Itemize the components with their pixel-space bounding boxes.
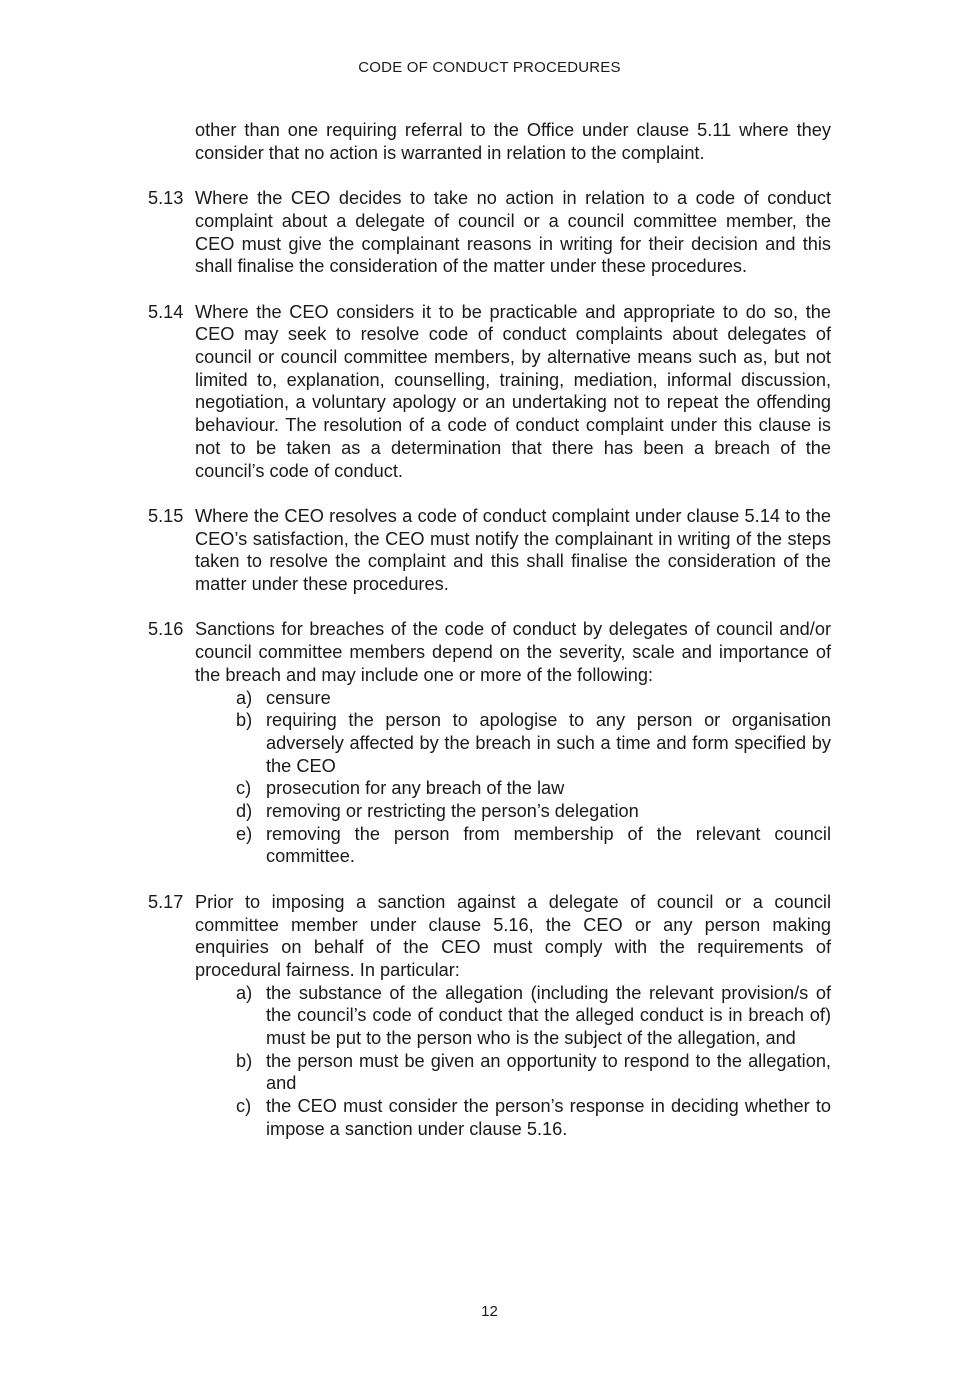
list-item-text: removing or restricting the person’s delegation xyxy=(266,801,639,822)
procedural-fairness-list xyxy=(195,982,831,1141)
list-item xyxy=(195,800,831,823)
list-item-label: c) xyxy=(236,778,252,799)
list-item-label: b) xyxy=(236,1050,253,1071)
list-item-text: the substance of the allegation (including the relevant provision/s of the council’s code of conduct that the alleged conduct is in breach of) must be put to the person who is the subject of the allegation, and xyxy=(266,982,831,1049)
list-item-text: prosecution for any breach of the law xyxy=(266,778,565,799)
clause-text: Sanctions for breaches of the code of conduct by delegates of council and/or council committee members depend on the severity, scale and importance of the breach and may include one or more of the following: xyxy=(195,619,831,685)
running-header: CODE OF CONDUCT PROCEDURES xyxy=(358,59,621,76)
list-item xyxy=(195,823,831,868)
clause-5-17 xyxy=(148,891,831,1141)
page-number: 12 xyxy=(481,1303,498,1320)
continued-paragraph: other than one requiring referral to the Office under clause 5.11 where they consider that no action is warranted in relation to the complaint. xyxy=(195,120,831,163)
clause-body xyxy=(195,891,831,1141)
clause-body xyxy=(195,618,831,868)
page-body xyxy=(148,119,831,1163)
clause-text: Where the CEO decides to take no action in relation to a code of conduct complaint about a delegate of council or a council committee member, the CEO must give the complainant reasons in writing for their decision and this shall finalise the consideration of the matter under these procedures. xyxy=(195,188,831,277)
clause-number: 5.13 xyxy=(148,188,184,209)
list-item-text: the person must be given an opportunity to respond to the allegation, and xyxy=(266,1050,831,1094)
clause-text: Where the CEO resolves a code of conduct complaint under clause 5.14 to the CEO’s satisfaction, the CEO must notify the complainant in writing of the steps taken to resolve the complaint and this shall finalise the consideration of the matter under these procedures. xyxy=(195,505,831,595)
list-item xyxy=(195,982,831,1050)
list-item xyxy=(195,709,831,777)
list-item xyxy=(195,687,831,710)
list-item-label: a) xyxy=(236,982,253,1003)
list-item-label: a) xyxy=(236,687,253,708)
list-item-text: censure xyxy=(266,687,331,708)
list-item-text: the CEO must consider the person’s response in deciding whether to impose a sanction under clause 5.16. xyxy=(266,1096,831,1139)
clause-5-14 xyxy=(148,301,831,483)
list-item-label: c) xyxy=(236,1096,252,1117)
list-item-label: b) xyxy=(236,710,253,731)
list-item xyxy=(195,1095,831,1140)
list-item xyxy=(195,1050,831,1095)
clause-5-15 xyxy=(148,505,831,596)
clause-number: 5.14 xyxy=(148,301,184,322)
sanctions-list xyxy=(195,687,831,869)
clause-number: 5.16 xyxy=(148,619,184,640)
list-item-label: e) xyxy=(236,823,253,844)
clause-text: Prior to imposing a sanction against a delegate of council or a council committee member under clause 5.16, the CEO or any person making enquiries on behalf of the CEO must comply with the requirements of procedural fairness. In particular: xyxy=(195,891,831,980)
clause-5-16 xyxy=(148,618,831,868)
list-item-text: removing the person from membership of the relevant council committee. xyxy=(266,823,831,867)
clause-number: 5.17 xyxy=(148,891,184,912)
list-item-text: requiring the person to apologise to any person or organisation adversely affected by the breach in such a time and form specified by the CEO xyxy=(266,710,831,776)
list-item xyxy=(195,777,831,800)
clause-text: Where the CEO considers it to be practicable and appropriate to do so, the CEO may seek to resolve code of conduct complaints about delegates of council or council committee members, by alternative means such as, but not limited to, explanation, counselling, training, mediation, informal discussion, negotiation, a voluntary apology or an undertaking not to repeat the offending behaviour. The resolution of a code of conduct complaint under this clause is not to be taken as a determination that there has been a breach of the council’s code of conduct. xyxy=(195,301,831,481)
clause-number: 5.15 xyxy=(148,505,184,526)
list-item-label: d) xyxy=(236,801,253,822)
clause-5-13 xyxy=(148,187,831,278)
